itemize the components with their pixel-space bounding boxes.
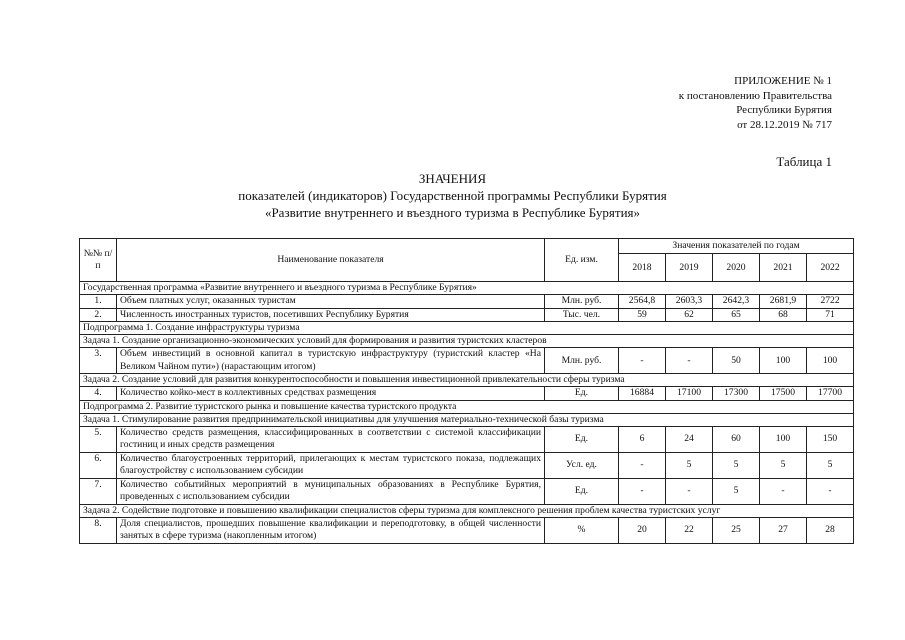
indicator-value: 2681,9 xyxy=(760,295,807,309)
indicator-name: Количество событийных мероприятий в муниципальных образованиях в Республике Бурятия, проведенных с использованием субсидии xyxy=(117,478,545,504)
indicator-value: 27 xyxy=(760,517,807,543)
indicator-name: Количество средств размещения, классифицированных в соответствии с системой классификации гостиниц и иных средств размещения xyxy=(117,426,545,452)
indicator-value: 68 xyxy=(760,308,807,322)
indicator-value: - xyxy=(619,452,666,478)
section-title: Подпрограмма 2. Развитие туристского рынка и повышение качества туристского продукта xyxy=(80,400,854,413)
indicator-value: 71 xyxy=(807,308,854,322)
title-line-3: «Развитие внутреннего и въездного туризма в Республике Бурятия» xyxy=(264,205,641,220)
indicator-value: - xyxy=(807,478,854,504)
indicator-value: 2603,3 xyxy=(666,295,713,309)
indicator-value: 5 xyxy=(713,478,760,504)
indicator-unit: Ед. xyxy=(545,426,619,452)
section-row xyxy=(80,413,854,426)
indicator-unit: Тыс. чел. xyxy=(545,308,619,322)
indicator-value: 5 xyxy=(713,452,760,478)
indicator-value: 6 xyxy=(619,426,666,452)
row-number: 6. xyxy=(80,452,117,478)
indicator-value: 62 xyxy=(666,308,713,322)
indicator-value: 65 xyxy=(713,308,760,322)
indicator-row xyxy=(80,308,854,322)
indicator-value: 28 xyxy=(807,517,854,543)
indicator-name: Количество благоустроенных территорий, прилегающих к местам туристского показа, подлежащих благоустройству с использованием субсидии xyxy=(117,452,545,478)
section-row xyxy=(80,322,854,335)
indicator-row xyxy=(80,426,854,452)
indicator-value: 50 xyxy=(713,348,760,374)
appendix-line-4: от 28.12.2019 № 717 xyxy=(737,118,832,131)
indicator-value: 2564,8 xyxy=(619,295,666,309)
indicator-value: 5 xyxy=(807,452,854,478)
header-unit: Ед. изм. xyxy=(545,239,619,282)
indicator-value: 20 xyxy=(619,517,666,543)
table-label: Таблица 1 xyxy=(776,154,832,169)
indicator-value: 22 xyxy=(666,517,713,543)
indicator-value: 60 xyxy=(713,426,760,452)
row-number: 7. xyxy=(80,478,117,504)
indicator-row xyxy=(80,478,854,504)
indicator-row xyxy=(80,517,854,543)
indicator-row xyxy=(80,348,854,374)
section-title: Задача 2. Содействие подготовке и повышению квалификации специалистов сферы туризма для комплексного решения проблем качества туристских услуг xyxy=(80,504,854,517)
header-name: Наименование показателя xyxy=(117,239,545,282)
row-number: 3. xyxy=(80,348,117,374)
section-row xyxy=(80,335,854,348)
indicator-value: 2722 xyxy=(807,295,854,309)
indicator-name: Доля специалистов, прошедших повышение квалификации и переподготовку, в общей численности занятых в сфере туризма (накопленным итогом) xyxy=(117,517,545,543)
indicator-value: 100 xyxy=(760,348,807,374)
indicator-value: - xyxy=(619,348,666,374)
header-year: 2020 xyxy=(713,254,760,282)
indicator-value: 25 xyxy=(713,517,760,543)
indicator-unit: Млн. руб. xyxy=(545,348,619,374)
section-row xyxy=(80,374,854,387)
indicator-name: Объем инвестиций в основной капитал в туристскую инфраструктуру (туристский кластер «На Великом Чайном пути») (нарастающим итогом) xyxy=(117,348,545,374)
indicator-value: - xyxy=(760,478,807,504)
header-num: №№ п/п xyxy=(80,239,117,282)
appendix-line-2: к постановлению Правительства xyxy=(678,89,832,102)
indicator-value: 24 xyxy=(666,426,713,452)
indicator-value: - xyxy=(666,348,713,374)
indicator-value: 100 xyxy=(807,348,854,374)
section-title: Государственная программа «Развитие внутреннего и въездного туризма в Республике Бурятия» xyxy=(80,282,854,295)
title-line-1: ЗНАЧЕНИЯ xyxy=(418,171,487,186)
row-number: 2. xyxy=(80,308,117,322)
indicator-value: 2642,3 xyxy=(713,295,760,309)
indicator-name: Численность иностранных туристов, посетивших Республику Бурятия xyxy=(117,308,545,322)
indicator-value: 150 xyxy=(807,426,854,452)
section-title: Задача 2. Создание условий для развития конкурентоспособности и повышения инвестиционной привлекательности сферы туризма xyxy=(80,374,854,387)
section-title: Задача 1. Стимулирование развития предпринимательской инициативы для улучшения материально-технической базы туризма xyxy=(80,413,854,426)
section-row xyxy=(80,400,854,413)
indicator-row xyxy=(80,295,854,309)
header-year: 2021 xyxy=(760,254,807,282)
section-row xyxy=(80,282,854,295)
header-year: 2019 xyxy=(666,254,713,282)
indicator-unit: Ед. xyxy=(545,387,619,401)
row-number: 8. xyxy=(80,517,117,543)
row-number: 1. xyxy=(80,295,117,309)
indicator-unit: % xyxy=(545,517,619,543)
indicator-name: Количество койко-мест в коллективных средствах размещения xyxy=(117,387,545,401)
document-title xyxy=(0,170,905,221)
appendix-block xyxy=(679,74,832,132)
indicator-unit: Млн. руб. xyxy=(545,295,619,309)
indicator-unit: Ед. xyxy=(545,478,619,504)
indicator-row xyxy=(80,387,854,401)
section-row xyxy=(80,504,854,517)
indicator-value: 100 xyxy=(760,426,807,452)
header-year: 2022 xyxy=(807,254,854,282)
indicator-value: - xyxy=(619,478,666,504)
indicator-value: - xyxy=(666,478,713,504)
header-values-group: Значения показателей по годам xyxy=(619,239,854,254)
indicator-unit: Усл. ед. xyxy=(545,452,619,478)
appendix-line-3: Республики Бурятия xyxy=(736,104,832,117)
appendix-line-1: ПРИЛОЖЕНИЕ № 1 xyxy=(734,75,832,87)
section-title: Задача 1. Создание организационно-экономических условий для формирования и развития туристских кластеров xyxy=(80,335,854,348)
indicator-value: 5 xyxy=(760,452,807,478)
row-number: 5. xyxy=(80,426,117,452)
table-header xyxy=(80,239,854,282)
indicator-value: 17100 xyxy=(666,387,713,401)
indicator-value: 17300 xyxy=(713,387,760,401)
row-number: 4. xyxy=(80,387,117,401)
indicators-table xyxy=(79,238,854,544)
indicator-value: 17500 xyxy=(760,387,807,401)
indicator-value: 16884 xyxy=(619,387,666,401)
section-title: Подпрограмма 1. Создание инфраструктуры туризма xyxy=(80,322,854,335)
header-year: 2018 xyxy=(619,254,666,282)
table-body xyxy=(80,282,854,544)
indicator-name: Объем платных услуг, оказанных туристам xyxy=(117,295,545,309)
indicator-value: 5 xyxy=(666,452,713,478)
indicator-value: 59 xyxy=(619,308,666,322)
indicator-value: 17700 xyxy=(807,387,854,401)
title-line-2: показателей (индикаторов) Государственной программы Республики Бурятия xyxy=(238,188,667,203)
indicator-row xyxy=(80,452,854,478)
